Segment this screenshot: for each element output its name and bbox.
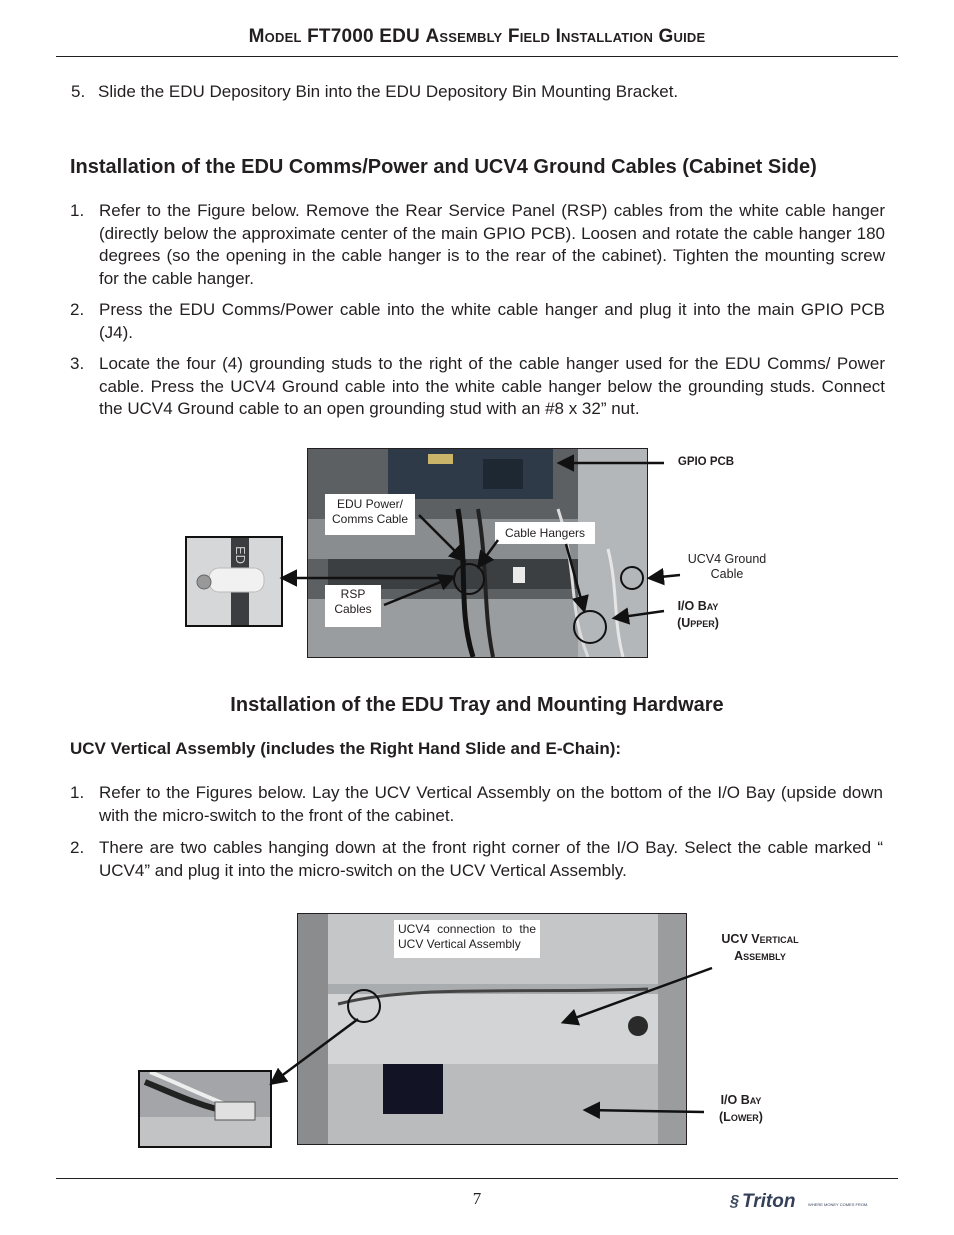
- triton-logo: [730, 1191, 880, 1215]
- section2-subtitle: UCV Vertical Assembly (includes the Right Hand Slide and E-Chain):: [70, 739, 622, 758]
- logo-mark-icon: §: [730, 1193, 739, 1210]
- section1-title: Installation of the EDU Comms/Power and UCV4 Ground Cables (Cabinet Side): [70, 156, 817, 178]
- figure1-inset-text: ED: [233, 546, 248, 565]
- header-product: FT7000 EDU: [307, 26, 420, 47]
- figure2-callout-io-bay-lower: I/O Bay (Lower): [719, 1093, 763, 1124]
- section2-title: Installation of the EDU Tray and Mounting Hardware: [230, 694, 724, 716]
- logo-text: Triton: [742, 1191, 796, 1212]
- figure1-label-edu-power: EDU Power/ Comms Cable: [325, 494, 415, 535]
- page-number: 7: [472, 1189, 482, 1208]
- top-step: 5. Slide the EDU Depository Bin into the EDU Depository Bin Mounting Bracket.: [71, 82, 679, 101]
- header-model: Model: [248, 26, 302, 47]
- footer-rule: [56, 1178, 898, 1179]
- arrow-hanger-right: [566, 544, 584, 610]
- figure1-callout-gpio: GPIO PCB: [677, 456, 735, 468]
- arrow-io-bay-upper: [615, 611, 664, 618]
- header-rest: Assembly Field Installation Guide: [425, 26, 706, 47]
- figure1-label-rsp: RSP Cables: [325, 585, 381, 627]
- arrow-io-bay-lower: [586, 1110, 704, 1112]
- section1-step-1: 1. Refer to the Figure below. Remove the Rear Service Panel (RSP) cables from the white cable hanger (directly below the approximate center of the main GPIO PCB). Loosen and rotate the cable hanger 180 degrees (so the opening in the cable hanger is to the rear of the cabinet). Tighten the mounting screw for the cable hanger.: [70, 201, 885, 288]
- arrow-hanger-left: [479, 540, 498, 566]
- arrow-ucv4-ground: [650, 575, 680, 578]
- arrow-ucv-vertical: [564, 968, 712, 1022]
- figure1-callout-io-bay-upper: I/O Bay (Upper): [677, 599, 719, 630]
- section2-step-2: 2. There are two cables hanging down at the front right corner of the I/O Bay. Select the cable marked “ UCV4” and plug it into the micro-switch on the UCV Vertical Assembly.: [70, 838, 883, 880]
- arrow-edu-power: [419, 515, 464, 560]
- figure2-label-ucv4-connection: UCV4 connection to the UCV Vertical Assembly: [394, 920, 540, 958]
- section2-step-1: 1. Refer to the Figures below. Lay the UCV Vertical Assembly on the bottom of the I/O Bay (upside down with the micro-switch to the front of the cabinet.: [70, 783, 883, 825]
- arrow-inset2: [272, 1019, 358, 1083]
- arrow-rsp: [384, 577, 453, 605]
- section1-step-3: 3. Locate the four (4) grounding studs to the right of the cable hanger used for the EDU Comms/ Power cable. Press the UCV4 Ground cable into the white cable hanger below the grounding studs. Connect the UCV4 Ground cable to an open grounding stud with an #8 x 32” nut.: [70, 354, 885, 418]
- section1-step-2: 2. Press the EDU Comms/Power cable into the white cable hanger and plug it into the main GPIO PCB (J4).: [70, 300, 885, 342]
- logo-tagline: WHERE MONEY COMES FROM.: [808, 1202, 869, 1207]
- figure1-label-cable-hangers: Cable Hangers: [495, 522, 595, 544]
- figure2-callout-ucv-vertical: UCV Vertical Assembly: [721, 932, 799, 963]
- figure1-callout-ucv4-ground: UCV4 Ground Cable: [687, 552, 767, 581]
